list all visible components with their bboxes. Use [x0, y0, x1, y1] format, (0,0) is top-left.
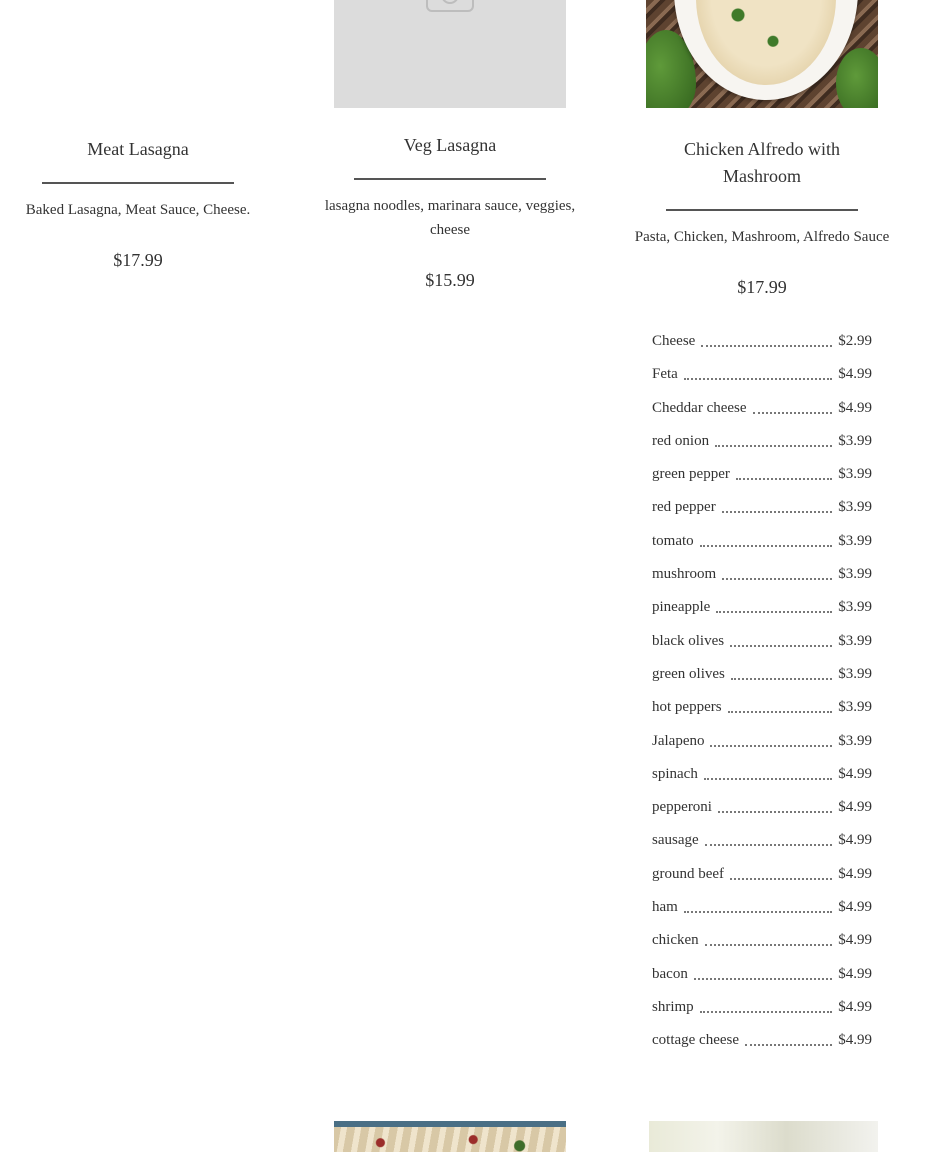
- extra-price: $4.99: [838, 998, 872, 1015]
- list-item: [652, 663, 872, 696]
- chicken-alfredo-image: [646, 0, 878, 108]
- dot-leader: [753, 412, 833, 414]
- pasta-dish-image: [334, 1121, 566, 1152]
- dot-leader: [694, 978, 832, 980]
- list-item: [652, 463, 872, 496]
- extra-price: $3.99: [838, 632, 872, 649]
- extra-price: $4.99: [838, 832, 872, 849]
- menu-item-price: $15.99: [425, 270, 475, 290]
- extra-name: sausage: [652, 832, 699, 849]
- extra-name: red onion: [652, 432, 710, 449]
- list-item: [652, 630, 872, 663]
- extras-list: [652, 330, 872, 1063]
- list-item: [652, 929, 872, 962]
- dot-leader: [728, 711, 833, 713]
- list-item: [652, 829, 872, 862]
- dot-leader: [736, 478, 832, 480]
- dot-leader: [730, 878, 832, 880]
- dot-leader: [684, 378, 832, 380]
- list-item: [652, 996, 872, 1029]
- extra-name: Cheddar cheese: [652, 399, 747, 416]
- dot-leader: [745, 1044, 832, 1046]
- extra-price: $3.99: [838, 699, 872, 716]
- extra-name: ham: [652, 899, 678, 916]
- extra-price: $3.99: [838, 665, 872, 682]
- extra-price: $4.99: [838, 865, 872, 882]
- extra-name: bacon: [652, 965, 688, 982]
- extra-price: $3.99: [838, 499, 872, 516]
- dot-leader: [700, 545, 833, 547]
- extra-price: $3.99: [838, 599, 872, 616]
- menu-item-description: Baked Lasagna, Meat Sauce, Cheese.: [25, 202, 251, 218]
- divider: [666, 209, 858, 211]
- extra-price: $3.99: [838, 432, 872, 449]
- extra-name: Cheese: [652, 333, 696, 349]
- menu-item-title: Meat Lasagna: [87, 139, 189, 159]
- dot-leader: [715, 445, 832, 447]
- menu-item-description: lasagna noodles, marinara sauce, veggies, cheese: [324, 198, 576, 238]
- extra-name: mushroom: [652, 566, 717, 583]
- dot-leader: [730, 645, 832, 647]
- extra-price: $4.99: [838, 1032, 872, 1049]
- extra-name: pepperoni: [652, 799, 712, 816]
- menu-item-chicken-alfredo: [622, 136, 902, 298]
- extra-price: $4.99: [838, 965, 872, 982]
- list-item: [652, 430, 872, 463]
- menu-item-description: Pasta, Chicken, Mashroom, Alfredo Sauce: [634, 229, 890, 245]
- dot-leader: [684, 911, 832, 913]
- dot-leader: [722, 578, 832, 580]
- menu-item-price: $17.99: [737, 277, 787, 297]
- list-item: [652, 596, 872, 629]
- extra-name: spinach: [652, 765, 698, 782]
- dot-leader: [718, 811, 832, 813]
- list-item: [652, 730, 872, 763]
- extra-price: $4.99: [838, 899, 872, 916]
- menu-item-meat-lasagna: [0, 136, 278, 271]
- list-item: [652, 796, 872, 829]
- list-item: [652, 863, 872, 896]
- extra-name: Feta: [652, 366, 678, 383]
- extra-price: $3.99: [838, 532, 872, 549]
- extra-name: Jalapeno: [652, 732, 705, 749]
- extra-price: $2.99: [838, 333, 872, 349]
- dot-leader: [705, 944, 833, 946]
- list-item: [652, 397, 872, 430]
- dot-leader: [701, 345, 832, 347]
- extra-name: chicken: [652, 932, 699, 949]
- dish-image: [649, 1121, 878, 1152]
- list-item: [652, 1029, 872, 1062]
- list-item: [652, 530, 872, 563]
- extra-price: $3.99: [838, 466, 872, 483]
- dot-leader: [722, 511, 833, 513]
- list-item: [652, 763, 872, 796]
- dot-leader: [716, 611, 832, 613]
- list-item: [652, 963, 872, 996]
- list-item: [652, 696, 872, 729]
- veg-lasagna-image-placeholder: [334, 0, 566, 108]
- menu-item-title: Chicken Alfredo with Mashroom: [684, 139, 840, 186]
- dot-leader: [705, 844, 833, 846]
- extra-price: $3.99: [838, 732, 872, 749]
- extra-name: hot peppers: [652, 699, 722, 716]
- dot-leader: [710, 745, 832, 747]
- menu-item-veg-lasagna: [310, 132, 590, 291]
- extra-price: $4.99: [838, 765, 872, 782]
- menu-item-price: $17.99: [113, 250, 163, 270]
- list-item: [652, 563, 872, 596]
- extra-name: shrimp: [652, 998, 694, 1015]
- extra-price: $4.99: [838, 799, 872, 816]
- dot-leader: [731, 678, 832, 680]
- extra-name: ground beef: [652, 865, 725, 882]
- extra-name: green olives: [652, 665, 725, 682]
- dot-leader: [704, 778, 832, 780]
- extra-name: tomato: [652, 532, 694, 549]
- basil-leaf: [836, 48, 878, 108]
- extra-price: $3.99: [838, 566, 872, 583]
- menu-item-title: Veg Lasagna: [403, 135, 497, 155]
- extra-name: cottage cheese: [652, 1032, 740, 1049]
- list-item: [652, 496, 872, 529]
- list-item: [652, 330, 872, 363]
- list-item: [652, 896, 872, 929]
- extra-name: pineapple: [652, 599, 711, 616]
- extra-price: $4.99: [838, 932, 872, 949]
- divider: [354, 178, 546, 180]
- extra-price: $4.99: [838, 399, 872, 416]
- extra-name: black olives: [652, 632, 725, 649]
- extra-name: red pepper: [652, 499, 716, 516]
- divider: [42, 182, 234, 184]
- camera-icon: [426, 0, 474, 12]
- dot-leader: [700, 1011, 833, 1013]
- extra-price: $4.99: [838, 366, 872, 383]
- extra-name: green pepper: [652, 466, 730, 483]
- list-item: [652, 363, 872, 396]
